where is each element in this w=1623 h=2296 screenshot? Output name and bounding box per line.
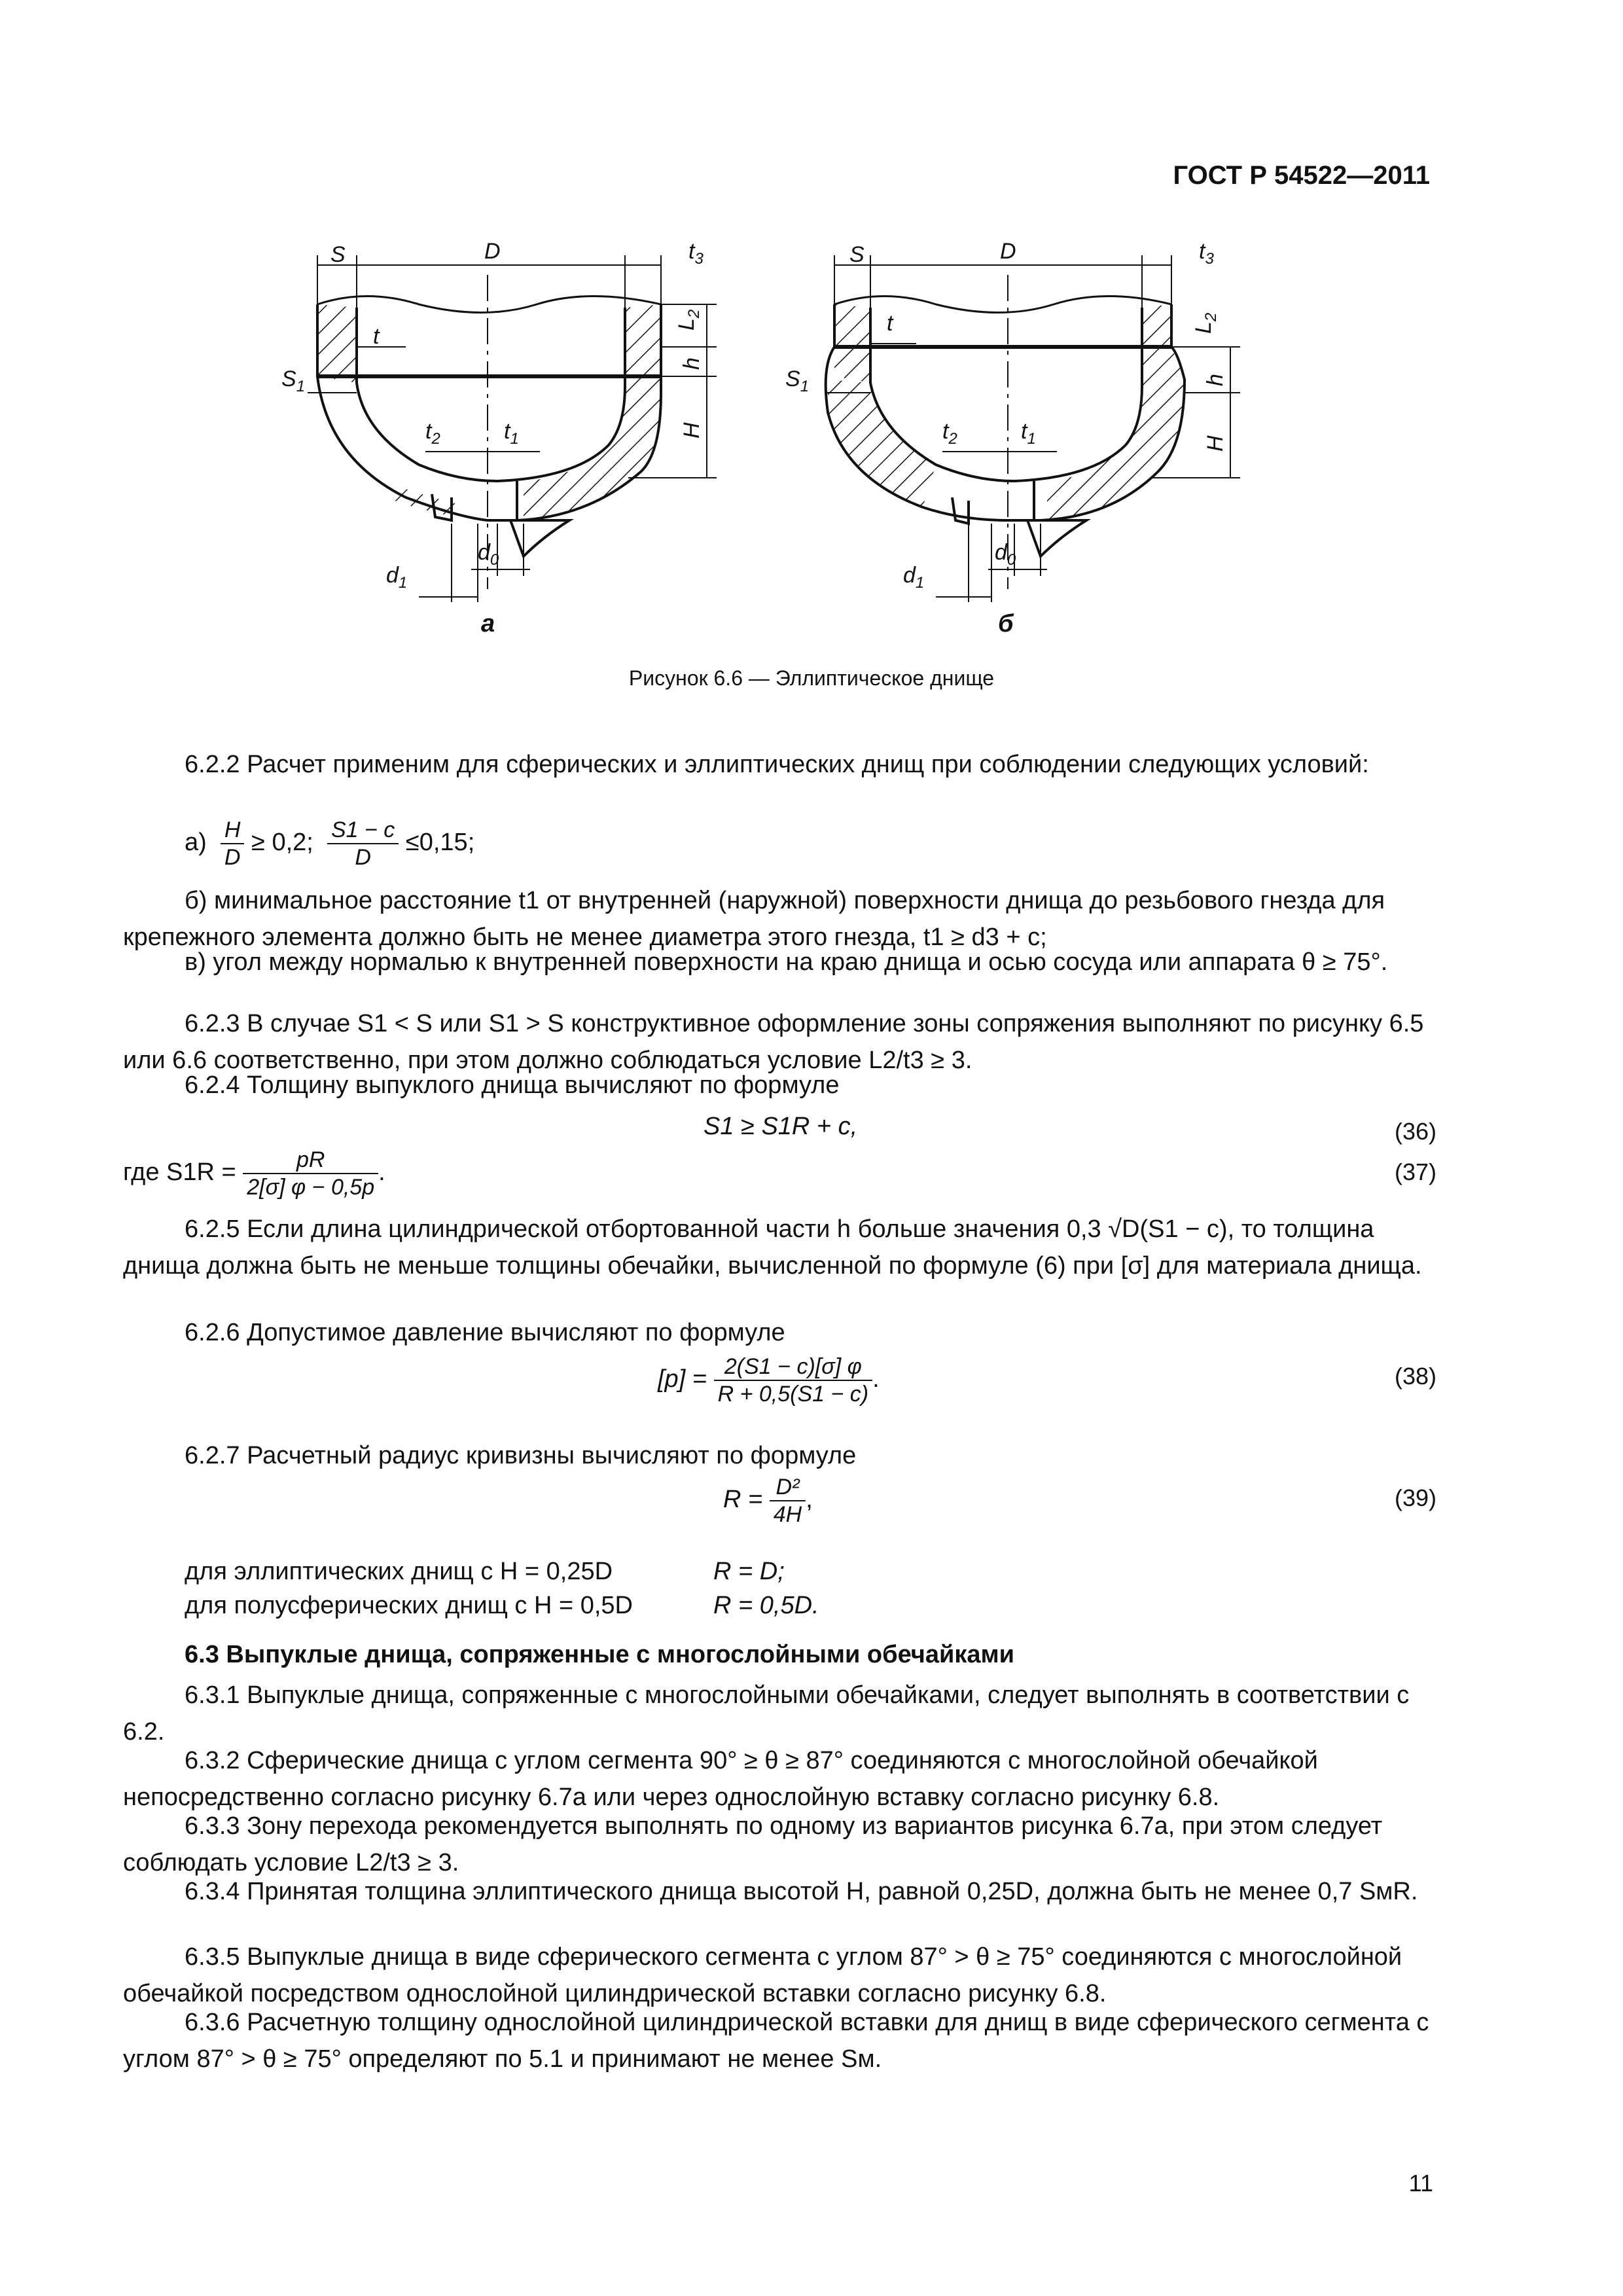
equation-39-number: (39) [1394,1484,1436,1511]
paragraph-6-3-1: 6.3.1 Выпуклые днища, сопряженные с многослойными обечайками, следует выполнять в соответствии с 6.2. [123,1681,1410,1746]
paragraph-6-3-4: 6.3.4 Принятая толщина эллиптического днища высотой H, равной 0,25D, должна быть не менее 0,7 SмR. [185,1878,1418,1905]
label-a-t: t [373,324,380,349]
paragraph-6-3-5: 6.3.5 Выпуклые днища в виде сферического сегмента с углом 87° > θ ≥ 75° соединяются с многослойной обечайкой посредством однослойной цилиндрической вставки согласно рисунку 6.8. [123,1943,1402,2007]
label-b-L2: $L_2$ [1191,312,1220,334]
label-a-t2: $t_2$ [425,419,440,448]
equation-37: где S1R = $\frac{pR}{2[\sigma] \varphi - 0,5p}$ . [123,1147,385,1200]
equation-38: [p] = $\frac{2(S1 - c)[\sigma] \varphi}{R + 0,5(S1 - c)}$ . [658,1354,880,1407]
label-a-h: h [679,357,704,370]
label-b-D: D [1000,239,1016,264]
fraction-H-D: $\frac{H}{D}$ [221,817,245,870]
paragraph-6-2-7: 6.2.7 Расчетный радиус кривизны вычисляют по формуле [185,1442,857,1469]
equation-36-number: (36) [1394,1118,1436,1145]
section-heading-6-3: 6.3 Выпуклые днища, сопряженные с многослойными обечайками [185,1641,1014,1668]
label-b-d0: $d_0$ [995,540,1016,569]
condition-a: а) $\frac{H}{D}$ ≥ 0,2; $\frac{S1 - c}{D}$ ≤0,15; [185,817,475,870]
equation-38-number: (38) [1394,1363,1436,1390]
paragraph-6-2-5: 6.2.5 Если длина цилиндрической отбортованной части h больше значения 0,3 √D(S1 − c), то толщина днища должна быть не меньше толщины обечайки, вычисленной по формуле (6) при [σ] для материала днища. [123,1215,1422,1280]
equation-39: R = $\frac{\text{D²}}{4H}$ , [723,1475,813,1527]
paragraph-6-3-3: 6.3.3 Зону перехода рекомендуется выполнять по одному из вариантов рисунка 6.7а, при этом следует соблюдать условие L2/t3 ≥ 3. [123,1812,1383,1876]
variant-a-label: а [481,610,495,637]
figure-caption: Рисунок 6.6 — Эллиптическое днище [628,666,995,690]
label-b-t2: $t_2$ [942,419,957,448]
label-a-d1: $d_1$ [386,563,408,592]
equation-36: S1 ≥ S1R + c, [704,1113,858,1140]
label-b-t1: $t_1$ [1021,419,1036,448]
document-code: ГОСТ Р 54522—2011 [1173,161,1430,190]
page-number: 11 [1408,2170,1433,2197]
hemispherical-R: R = 0,5D. [713,1592,819,1619]
label-b-t3: $t_3$ [1199,239,1214,268]
elliptical-R: R = D; [713,1558,785,1585]
label-b-S: S [849,242,865,267]
variant-b-label: б [998,610,1014,637]
label-b-d1: $d_1$ [903,563,925,592]
label-a-d0: $d_0$ [478,540,499,569]
paragraph-6-2-3: 6.2.3 В случае S1 < S или S1 > S конструктивное оформление зоны сопряжения выполняют по рисунку 6.5 или 6.6 соответственно, при этом должно соблюдаться условие L2/t3 ≥ 3. [123,1010,1424,1074]
drawing-variant-b [825,255,1240,602]
label-a-H: H [679,422,704,439]
condition-v: в) угол между нормалью к внутренней поверхности на краю днища и осью сосуда или аппарата θ ≥ 75°. [185,948,1388,976]
label-b-h: h [1203,374,1228,386]
equation-37-number: (37) [1394,1158,1436,1185]
label-a-t3: $t_3$ [688,239,704,268]
paragraph-6-2-4: 6.2.4 Толщину выпуклого днища вычисляют по формуле [185,1071,840,1099]
label-b-t: t [887,311,893,336]
label-b-H: H [1203,435,1228,452]
elliptical-line: для эллиптических днищ с H = 0,25D [185,1558,613,1585]
hemispherical-line: для полусферических днищ с H = 0,5D [185,1592,633,1619]
label-a-L2: $L_2$ [674,309,703,331]
figure-elliptical-head [0,0,1623,655]
condition-b: б) минимальное расстояние t1 от внутренней (наружной) поверхности днища до резьбового гнезда для крепежного элемента должно быть не менее диаметра этого гнезда, t1 ≥ d3 + c; [123,887,1385,951]
paragraph-6-2-2: 6.2.2 Расчет применим для сферических и эллиптических днищ при соблюдении следующих условий: [185,751,1369,778]
fraction-S1c-D: $\frac{S1 - c}{D}$ [327,817,399,870]
paragraph-6-3-6: 6.3.6 Расчетную толщину однослойной цилиндрической вставки для днищ в виде сферического сегмента с углом 87° > θ ≥ 75° определяют по 5.1 и принимают не менее Sм. [123,2009,1429,2073]
paragraph-6-2-6: 6.2.6 Допустимое давление вычисляют по формуле [185,1319,785,1346]
label-b-S1: $S_1$ [785,367,810,395]
label-a-t1: $t_1$ [504,419,519,448]
label-a-S: S [330,242,346,267]
drawing-variant-a [308,255,717,602]
label-a-D: D [484,239,501,264]
paragraph-6-3-2: 6.3.2 Сферические днища с углом сегмента 90° ≥ θ ≥ 87° соединяются с многослойной обечайкой непосредственно согласно рисунку 6.7а или через однослойную вставку согласно рисунку 6.8. [123,1747,1318,1811]
label-a-S1: $S_1$ [281,367,306,395]
